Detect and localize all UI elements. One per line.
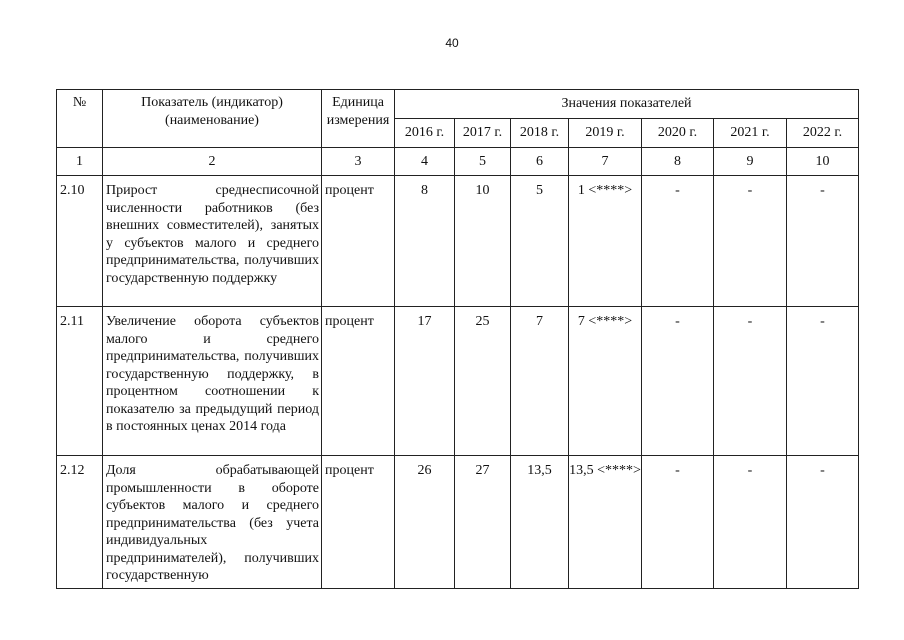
indicator-name-text: Прирост среднесписочной численности работников (без внешних совместителей), занятых у субъектов малого и среднего предпринимательства, получивших государственную поддержку [106,183,319,286]
column-number: 2 [103,148,322,176]
value-2019: 1 <****> [569,176,642,307]
column-numbers-row [57,148,859,176]
indicators-table [56,89,859,589]
value-2016: 8 [395,176,455,307]
table-row [57,176,859,307]
header-year: 2018 г. [511,119,569,148]
column-number: 1 [57,148,103,176]
header-year: 2020 г. [642,119,714,148]
table-row [57,456,859,589]
column-number: 10 [787,148,859,176]
column-number: 7 [569,148,642,176]
indicator-name [103,176,322,307]
row-number: 2.10 [57,176,103,307]
table-row [57,307,859,456]
indicator-name-text: Доля обрабатывающей промышленности в обороте субъектов малого и среднего предпринимательства (без учета индивидуальных предпринимателей), получивших государственную [106,463,319,583]
column-number: 3 [322,148,395,176]
value-2018: 7 [511,307,569,456]
unit: процент [322,176,395,307]
column-number: 6 [511,148,569,176]
indicator-name [103,307,322,456]
header-number: № [57,90,103,148]
indicator-name-text: Увеличение оборота субъектов малого и среднего предпринимательства, получивших государственную поддержку, в процентном соотношении к показателю за предыдущий период в постоянных ценах 2014 года [106,314,319,434]
header-year: 2021 г. [714,119,787,148]
header-row-top [57,90,859,119]
header-year: 2017 г. [455,119,511,148]
column-number: 8 [642,148,714,176]
header-values: Значения показателей [395,90,859,119]
value-2017: 25 [455,307,511,456]
row-number: 2.12 [57,456,103,589]
unit: процент [322,456,395,589]
value-2016: 26 [395,456,455,589]
indicator-name [103,456,322,589]
value-2017: 27 [455,456,511,589]
value-2017: 10 [455,176,511,307]
column-number: 4 [395,148,455,176]
value-2019: 13,5 <****> [569,456,642,589]
value-2022: - [787,456,859,589]
value-2018: 5 [511,176,569,307]
row-number: 2.11 [57,307,103,456]
value-2021: - [714,176,787,307]
column-number: 9 [714,148,787,176]
header-year: 2016 г. [395,119,455,148]
header-year: 2022 г. [787,119,859,148]
value-2021: - [714,456,787,589]
value-2020: - [642,307,714,456]
value-2022: - [787,307,859,456]
page-number: 40 [445,36,459,50]
unit: процент [322,307,395,456]
value-2020: - [642,176,714,307]
value-2016: 17 [395,307,455,456]
header-indicator-name: Показатель (индикатор) (наименование) [103,90,322,148]
value-2019: 7 <****> [569,307,642,456]
value-2020: - [642,456,714,589]
value-2021: - [714,307,787,456]
value-2018: 13,5 [511,456,569,589]
value-2022: - [787,176,859,307]
header-year: 2019 г. [569,119,642,148]
header-unit: Единица измерения [322,90,395,148]
column-number: 5 [455,148,511,176]
